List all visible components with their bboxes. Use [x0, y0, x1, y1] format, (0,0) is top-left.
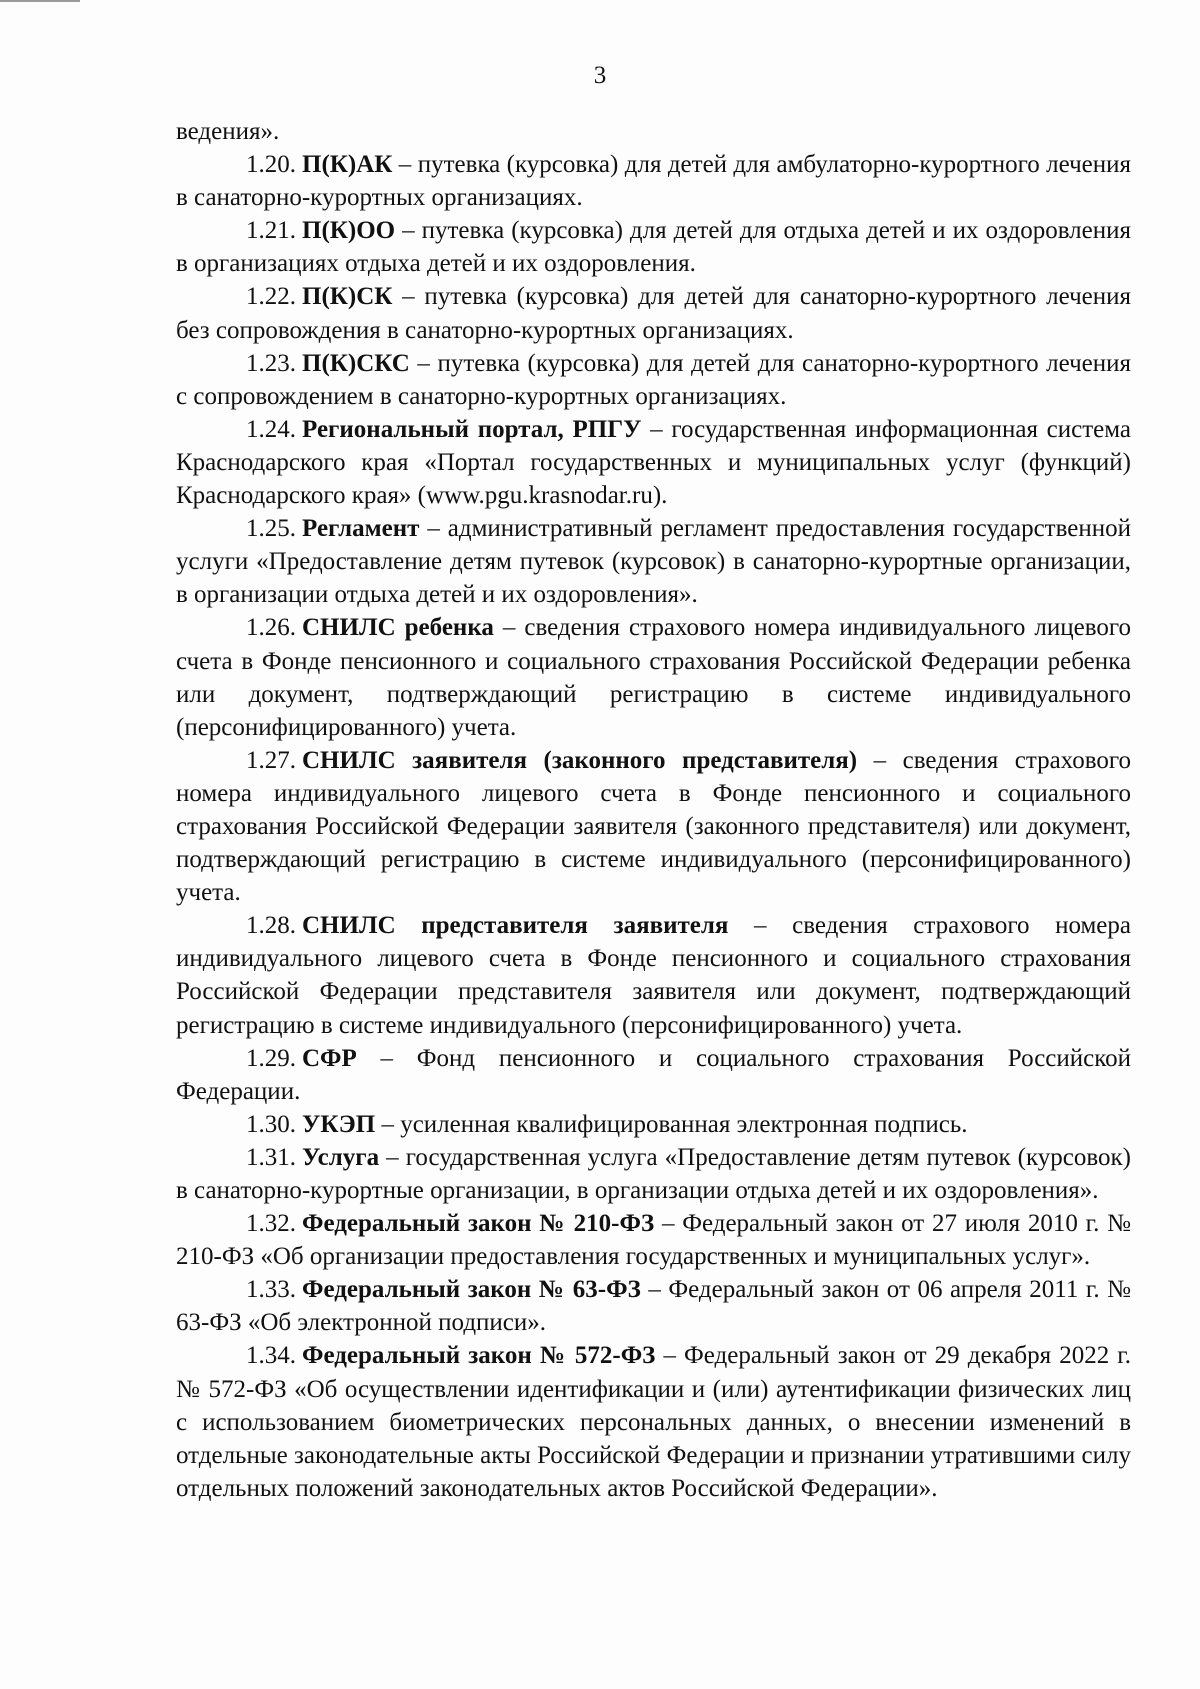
definition-item: [176, 512, 1131, 611]
continuation-text: ведения».: [176, 118, 280, 145]
definition-text: – путевка (курсовка) для детей для санаторно-курортного лечения с сопровождением в санаторно-курортных организациях.: [176, 349, 1131, 410]
definition-text: – путевка (курсовка) для детей для амбулаторно-курортного лечения в санаторно-курортных организациях.: [176, 151, 1131, 212]
definition-number: 1.27.: [246, 746, 296, 774]
definition-term: П(К)СКС: [302, 349, 410, 377]
definition-number: 1.30.: [246, 1110, 296, 1138]
definition-item: [176, 1339, 1131, 1504]
definition-number: 1.22.: [246, 283, 296, 311]
definition-term: Услуга: [302, 1143, 380, 1171]
definition-item: [176, 413, 1131, 512]
definition-term: Федеральный закон № 63-ФЗ: [302, 1276, 641, 1304]
definition-text: – путевка (курсовка) для детей для санаторно-курортного лечения без сопровождения в санаторно-курортных организациях.: [176, 283, 1131, 344]
definition-text: – усиленная квалифицированная электронная подпись.: [375, 1110, 968, 1138]
definition-number: 1.33.: [246, 1276, 296, 1304]
definition-text: – государственная услуга «Предоставление детям путевок (курсовок) в санаторно-курортные организации, в организации отдыха детей и их оздоровления».: [176, 1143, 1131, 1204]
definition-term: П(К)АК: [302, 151, 393, 179]
definition-term: СНИЛС заявителя (законного представителя): [302, 746, 858, 774]
definition-text: – государственная информационная система Краснодарского края «Портал государственных и муниципальных услуг (функций) Краснодарского края» (www.pgu.krasnodar.ru).: [176, 415, 1131, 510]
definition-text: – Федеральный закон от 27 июля 2010 г. № 210-ФЗ «Об организации предоставления государственных и муниципальных услуг».: [176, 1210, 1131, 1271]
definition-number: 1.34.: [246, 1342, 296, 1370]
scan-corner-mark: [0, 0, 80, 2]
definition-text: – сведения страхового номера индивидуального лицевого счета в Фонде пенсионного и социального страхования Российской Федерации представителя заявителя или документ, подтверждающий регистрацию в системе индивидуального (персонифицированного) учета.: [176, 912, 1131, 1039]
definition-item: [176, 744, 1131, 909]
definition-item: [176, 611, 1131, 743]
definition-term: СНИЛС ребенка: [302, 614, 494, 642]
definition-text: – Фонд пенсионного и социального страхования Российской Федерации.: [176, 1044, 1131, 1105]
definition-number: 1.20.: [246, 151, 296, 179]
definition-item: [176, 1042, 1131, 1108]
definition-text: – административный регламент предоставления государственной услуги «Предоставление детям путевок (курсовок) в санаторно-курортные организации, в организации отдыха детей и их оздоровления».: [176, 515, 1131, 609]
definition-number: 1.26.: [246, 614, 296, 642]
definition-number: 1.29.: [246, 1044, 296, 1072]
definition-number: 1.28.: [246, 912, 296, 940]
definition-term: Федеральный закон № 572-ФЗ: [302, 1342, 656, 1370]
definition-item: [176, 1273, 1131, 1339]
page-number: 3: [593, 62, 607, 89]
definition-term: СФР: [302, 1044, 357, 1072]
definition-item: [176, 1207, 1131, 1273]
definition-item: [176, 1108, 1131, 1141]
definition-text: – сведения страхового номера индивидуального лицевого счета в Фонде пенсионного и социального страхования Российской Федерации ребенка или документ, подтверждающий регистрацию в системе индивидуального (персонифицированного) учета.: [176, 614, 1131, 741]
document-body: [176, 115, 1131, 1505]
definition-number: 1.23.: [246, 349, 296, 377]
definition-term: П(К)ОО: [302, 217, 396, 245]
definition-term: СНИЛС представителя заявителя: [302, 912, 729, 940]
definition-item: [176, 214, 1131, 280]
definition-text: – сведения страхового номера индивидуального лицевого счета в Фонде пенсионного и социального страхования Российской Федерации заявителя (законного представителя) или документ, подтверждающий регистрацию в системе индивидуального (персонифицированного) учета.: [176, 746, 1131, 907]
definition-number: 1.21.: [246, 217, 296, 245]
definition-term: УКЭП: [302, 1110, 376, 1138]
definition-term: П(К)СК: [302, 283, 393, 311]
definition-item: [176, 280, 1131, 346]
definition-item: [176, 909, 1131, 1041]
definition-number: 1.25.: [246, 515, 296, 543]
definition-term: Региональный портал, РПГУ: [302, 415, 642, 443]
definition-item: [176, 347, 1131, 413]
definition-number: 1.32.: [246, 1210, 296, 1238]
definition-number: 1.24.: [246, 415, 296, 443]
definition-text: – путевка (курсовка) для детей для отдыха детей и их оздоровления в организациях отдыха детей и их оздоровления.: [176, 217, 1131, 278]
definitions-list: [176, 148, 1131, 1505]
definition-term: Федеральный закон № 210-ФЗ: [302, 1210, 655, 1238]
definition-text: – Федеральный закон от 06 апреля 2011 г. № 63-ФЗ «Об электронной подписи».: [176, 1276, 1131, 1337]
definition-term: Регламент: [302, 515, 420, 543]
definition-item: [176, 148, 1131, 214]
definition-text: – Федеральный закон от 29 декабря 2022 г. № 572-ФЗ «Об осуществлении идентификации и (или) аутентификации физических лиц с использованием биометрических персональных данных, о внесении изменений в отдельные законодательные акты Российской Федерации и признании утратившими силу отдельных положений законодательных актов Российской Федерации».: [176, 1342, 1131, 1502]
definition-number: 1.31.: [246, 1143, 296, 1171]
definition-item: [176, 1141, 1131, 1207]
